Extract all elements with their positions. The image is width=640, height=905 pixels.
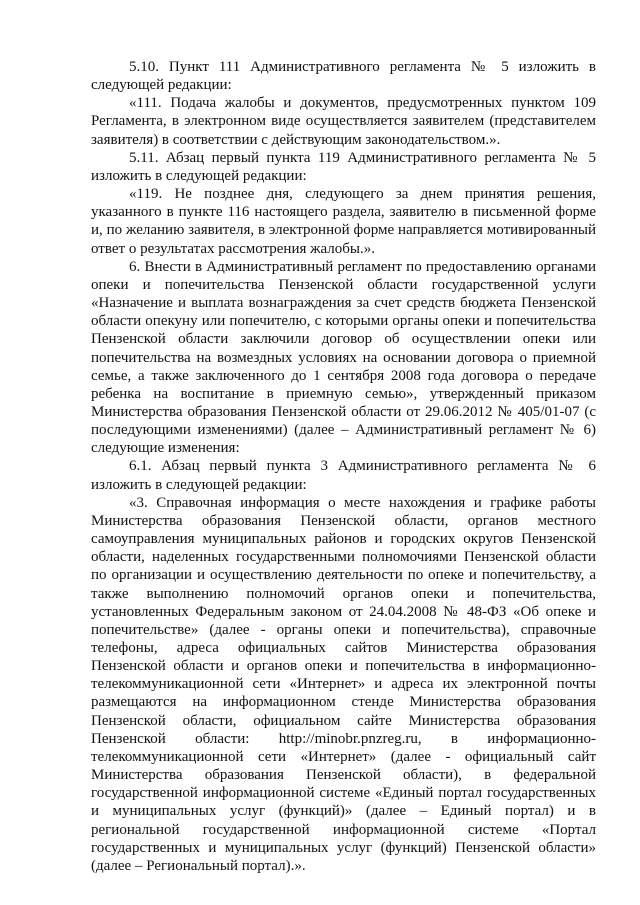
document-page: [91, 58, 596, 875]
paragraph-5-11: 5.11. Абзац первый пункта 119 Административного регламента № 5 изложить в следующей редакции:: [91, 149, 596, 184]
paragraph-item-119-quote: «119. Не позднее дня, следующего за днем принятия решения, указанного в пункте 116 настоящего раздела, заявителю в письменной форме и, по желанию заявителя, в электронной форме направляется мотивированный ответ о результатах рассмотрения жалобы.».: [91, 186, 596, 257]
paragraph-5-10: 5.10. Пункт 111 Административного регламента № 5 изложить в следующей редакции:: [91, 59, 596, 94]
paragraph-6: 6. Внести в Административный регламент по предоставлению органами опеки и попечительства Пензенской области государственной услуги «Назначение и выплата вознаграждения за счет средств бюджета Пензенской области опекуну или попечителю, с которыми органы опеки и попечительства Пензенской области заключили договор об осуществлении опеки или попечительства на возмездных условиях на основании договора о приемной семье, а также заключенного до 1 сентября 2008 года договора о передаче ребенка на воспитание в приемную семью», утвержденный приказом Министерства образования Пензенской области от 29.06.2012 № 405/01-07 (с последующими изменениями) (далее – Административный регламент № 6) следующие изменения:: [91, 258, 596, 457]
paragraph-item-3-quote: «3. Справочная информация о месте нахождения и графике работы Министерства образования Пензенской области, органов местного самоуправления муниципальных районов и городских округов Пензенской области, наделенных государственными полномочиями Пензенской области по организации и осуществлению деятельности по опеке и попечительству, а также выполнению полномочий органов опеки и попечительства, установленных Федеральным законом от 24.04.2008 № 48-ФЗ «Об опеке и попечительстве» (далее - органы опеки и попечительства), справочные телефоны, адреса официальных сайтов Министерства образования Пензенской области и органов опеки и попечительства в информационно-телекоммуникационной сети «Интернет» и адреса их электронной почты размещаются на информационном стенде Министерства образования Пензенской области, официальном сайте Министерства образования Пензенской области: http://minobr.pnzreg.ru, в информационно-телекоммуникационной сети «Интернет» (далее - официальный сайт Министерства образования Пензенской области), в федеральной государственной информационной системе «Единый портал государственных и муниципальных услуг (функций)» (далее – Единый портал) и в региональной государственной информационной системе «Портал государственных и муниципальных услуг (функций) Пензенской области» (далее – Региональный портал).».: [91, 494, 596, 874]
paragraph-6-1: 6.1. Абзац первый пункта 3 Административного регламента № 6 изложить в следующей редакции:: [91, 458, 596, 493]
paragraph-item-111-quote: «111. Подача жалобы и документов, предусмотренных пунктом 109 Регламента, в электронном виде осуществляется заявителем (представителем заявителя) в соответствии с действующим законодательством.».: [91, 95, 596, 148]
